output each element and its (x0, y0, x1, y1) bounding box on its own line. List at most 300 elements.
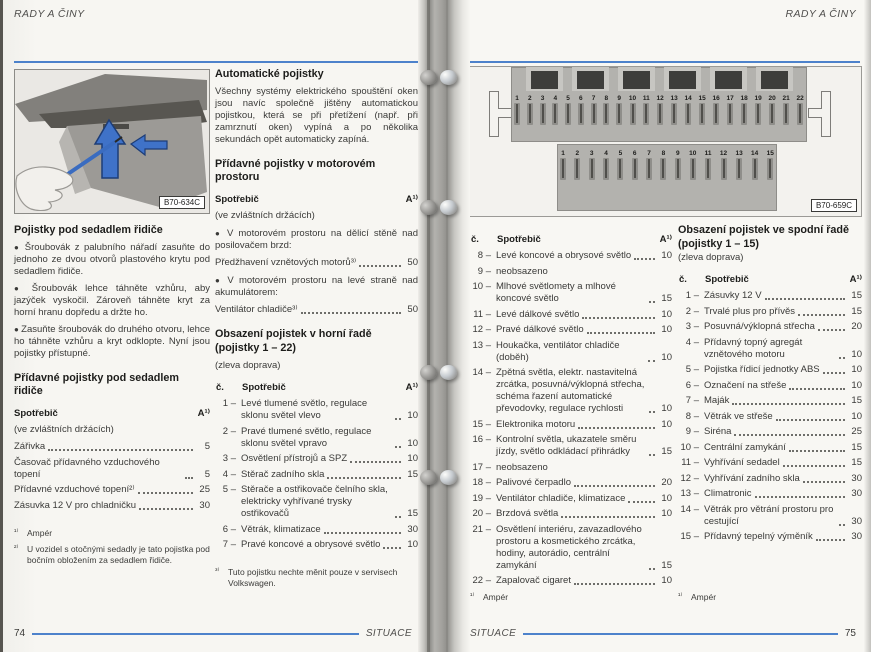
footnote-mark: ²⁾ (14, 543, 19, 552)
fuse-socket (675, 158, 681, 180)
dot-leader (823, 372, 845, 374)
dot-leader (359, 265, 401, 267)
relay-socket (710, 67, 747, 91)
fuse-list-top-row-1-7 (215, 398, 418, 551)
footnote (470, 592, 508, 603)
bullet-paragraph: ● V motorovém prostoru na levé straně nad akumulátorem: (215, 275, 418, 299)
fuse-socket (699, 103, 705, 125)
fuse-desc: Posuvná/výklopná střecha (704, 321, 815, 332)
table-row (470, 434, 672, 458)
footnotes (215, 567, 418, 588)
column-right-2 (678, 224, 862, 608)
amp-col-label: A¹⁾ (405, 194, 418, 205)
fuse-cell-number: 13 (670, 95, 678, 102)
fuse-list-bottom-row (678, 290, 862, 543)
fuse-desc: Stěrač zadního skla (241, 468, 325, 480)
fuse-socket (603, 103, 609, 125)
binding-post (440, 200, 457, 215)
column-right-1 (470, 224, 672, 608)
fuse-amp: 30 (407, 523, 418, 535)
fuse-number: 20 – (472, 508, 491, 519)
fuse-number: 4 – (685, 336, 699, 348)
fuse-amp: 15 (851, 457, 862, 468)
fuse-desc: Zářivka (14, 441, 46, 452)
fuse-icon (645, 104, 647, 123)
fuse-cell-number: 3 (589, 150, 594, 157)
table-row (470, 250, 672, 262)
fuse-amp: 10 (851, 364, 862, 375)
footnotes (14, 528, 210, 566)
fuse-cell (574, 149, 580, 180)
fuse-socket (690, 158, 696, 180)
connector-tab-left-stem (498, 108, 512, 118)
footer-right-page (470, 628, 856, 639)
figure-label: B70-634C (159, 196, 205, 209)
fuse-number: 6 – (222, 523, 236, 535)
fuse-cell-number: 12 (719, 150, 728, 157)
fuse-desc: Mlhové světlomety a mlhové koncové světlo (496, 281, 616, 304)
fuse-amp: 10 (661, 575, 672, 586)
fuse-icon (757, 104, 759, 123)
relay-socket (526, 67, 563, 91)
fuse-icon (648, 159, 650, 178)
dot-leader (839, 357, 845, 359)
fuse-icon (785, 104, 787, 123)
connector-tab-right-stem (808, 108, 822, 118)
fuse-number: 11 – (681, 457, 699, 468)
table-row (678, 531, 862, 543)
dot-leader (776, 419, 845, 421)
consumer-col-label: Spotřebič (14, 408, 58, 419)
fuse-amp: 5 (204, 468, 210, 480)
dot-leader (649, 301, 655, 303)
amp-col-label: A¹⁾ (197, 408, 210, 419)
fuse-number: 10 – (472, 281, 491, 292)
table-row (470, 340, 672, 364)
fuse-icon (554, 104, 556, 123)
relay-row (511, 67, 807, 93)
fuse-icon (707, 159, 709, 178)
table-row (215, 398, 418, 422)
table-row (678, 457, 862, 469)
fuse-amp: 15 (661, 559, 672, 571)
fuse-cell-number: 4 (553, 95, 558, 102)
fuse-number: 6 – (685, 379, 699, 391)
consumer-col-label: Spotřebič (705, 274, 749, 285)
table-row (14, 484, 210, 496)
table-row (470, 477, 672, 489)
fuse-cell-number: 21 (782, 95, 790, 102)
table-row (470, 324, 672, 336)
table-row (678, 395, 862, 407)
fuse-cell-number: 15 (766, 150, 774, 157)
fuse-number: 2 – (685, 305, 699, 317)
spine-shadow-line (446, 0, 448, 652)
fuse-icon (576, 159, 578, 178)
dot-leader (765, 298, 845, 300)
dot-leader (582, 317, 655, 319)
section-heading-line2: (pojistky 1 – 22) (215, 342, 297, 354)
fuse-icon (618, 104, 620, 123)
fuse-socket (736, 158, 742, 180)
fuse-desc: Zásuvky 12 V (704, 290, 762, 301)
fuse-desc: Větrák, klimatizace (241, 523, 321, 535)
table-row (678, 290, 862, 302)
fuse-icon (692, 159, 694, 178)
fuse-amp: 10 (661, 351, 672, 363)
dot-leader (139, 508, 193, 510)
fuse-amp: 25 (851, 426, 862, 437)
fuse-cell (675, 149, 681, 180)
binding-post (420, 200, 437, 215)
fuse-desc: Pravé tlumené světlo, regulace sklonu světel vpravo (241, 425, 372, 449)
fuse-cell-number: 20 (768, 95, 776, 102)
fuse-cell (699, 94, 706, 125)
number-col-label: č. (679, 274, 687, 285)
page-75 (466, 0, 864, 652)
fuse-desc: Větrák pro větrání prostoru pro cestující (704, 503, 834, 527)
fuse-cell (589, 149, 595, 180)
dot-leader (578, 427, 655, 429)
fuse-icon (769, 159, 771, 178)
fuse-number: 14 – (680, 503, 699, 515)
table-row (470, 281, 672, 305)
fuse-number: 11 – (473, 308, 491, 320)
fuse-amp: 50 (407, 304, 418, 315)
fuse-amp: 15 (407, 468, 418, 480)
fuse-table-header (14, 408, 210, 420)
table-row (215, 257, 418, 269)
fuse-cell-number: 7 (647, 150, 651, 157)
page-header-left: RADY A ČINY (14, 8, 85, 20)
fuse-cell-number: 14 (684, 95, 692, 102)
dot-leader (798, 314, 845, 316)
binding-post (440, 470, 457, 485)
fuse-number: 15 – (472, 418, 491, 430)
footer-section: SITUACE (365, 628, 412, 639)
fuse-cell-number: 14 (751, 150, 759, 157)
fuse-list-top-row-8-22 (470, 250, 672, 587)
footnote (14, 528, 210, 539)
fuse-amp: 10 (851, 410, 862, 422)
fuse-desc: Ventilátor chladiče³⁾ (215, 304, 298, 315)
fuse-cell-number: 11 (704, 150, 712, 157)
fuse-amp: 5 (204, 441, 210, 452)
relay-socket (572, 67, 609, 91)
footnote-text: Ampér (27, 527, 53, 538)
fuse-amp: 30 (851, 472, 862, 484)
fuse-desc: Předžhavení vznětových motorů³⁾ (215, 257, 357, 268)
figure-label: B70-659C (811, 199, 857, 212)
fuse-row-bottom (557, 144, 777, 180)
binding-post (420, 470, 437, 485)
relay-socket (664, 67, 701, 91)
engine-fuse-item (215, 228, 418, 269)
fuse-icon (662, 159, 664, 178)
footnotes (678, 586, 716, 609)
relay-socket (756, 67, 793, 91)
footer-left-page (14, 628, 412, 639)
fuse-desc: Přídavné vzduchové topení²⁾ (14, 484, 135, 495)
section-heading: Přídavné pojistky v motorovém prostoru (215, 158, 376, 183)
dot-leader (816, 539, 845, 541)
fuse-cell (671, 94, 678, 125)
column-left (14, 224, 210, 571)
fuse-number: 19 – (472, 492, 491, 504)
fuse-socket (685, 103, 691, 125)
fuse-desc: Levé koncové a obrysové světlo (496, 250, 632, 261)
amp-col-label: A¹⁾ (849, 274, 862, 285)
column-middle (215, 68, 418, 594)
table-row (14, 457, 210, 481)
fuse-desc: Palivové čerpadlo (496, 477, 571, 488)
fuse-cell (783, 94, 790, 125)
fuse-cell (646, 149, 652, 180)
table-row (14, 441, 210, 453)
fuse-desc: Zásuvka 12 V pro chladničku (14, 499, 136, 511)
fuse-socket (560, 158, 566, 180)
fuse-desc: neobsazeno (496, 461, 548, 473)
fuse-cell (565, 94, 571, 125)
fuse-socket (657, 103, 663, 125)
bullet-paragraph: ● Šroubovák z palubního nářadí zasuňte do jednoho ze dvou otvorů plastového krytu pod sedadlem řidiče. (14, 242, 210, 278)
fuse-cell (720, 149, 727, 180)
order-note: (zleva doprava) (215, 360, 281, 371)
fuse-icon (605, 104, 607, 123)
fuse-cell (657, 94, 664, 125)
scan-edge-right (864, 0, 871, 652)
fuse-socket (578, 103, 584, 125)
section-heading: Obsazení pojistek v horní řadě (215, 328, 372, 340)
fuse-amp: 10 (851, 348, 862, 360)
table-row (470, 524, 672, 572)
fuse-socket (721, 158, 727, 180)
fuse-cell-number: 8 (661, 150, 666, 157)
footer-section: SITUACE (470, 628, 517, 639)
fuse-amp: 30 (851, 515, 862, 527)
fuse-table-header (678, 274, 862, 286)
fuse-number: 9 – (685, 426, 699, 437)
fuse-cell-number: 1 (561, 150, 565, 157)
dot-leader (628, 501, 655, 503)
seat-cover-illustration (15, 70, 207, 211)
dot-leader (350, 461, 401, 463)
fuse-number: 3 – (222, 453, 236, 464)
dot-leader (734, 434, 845, 436)
dot-leader (383, 547, 401, 549)
fuse-amp: 30 (199, 499, 210, 511)
fuse-socket (741, 103, 747, 125)
table-row (470, 419, 672, 431)
fuse-desc: Climatronic (704, 488, 752, 499)
table-row (215, 469, 418, 481)
fuse-table-header (470, 234, 672, 246)
fuse-icon (659, 104, 661, 123)
bullet-paragraph: ● Zasuňte šroubovák do druhého otvoru, lehce ho táhněte vzhůru a kryt odklopte. Nyní jsou pojistky přístupné. (14, 324, 210, 360)
fuse-desc: Stěrače a ostřikovače čelního skla, elektricky vyhřívané trysky ostřikovačů (241, 484, 388, 519)
fuse-amp: 30 (851, 531, 862, 542)
table-row (678, 488, 862, 500)
fuse-cell (616, 94, 622, 125)
figure-seat-cover (14, 69, 210, 214)
holder-note: (ve zvláštních držácích) (14, 424, 114, 435)
fuse-cell-number: 15 (698, 95, 706, 102)
amp-col-label: A¹⁾ (659, 234, 672, 245)
fuse-socket (713, 103, 719, 125)
fuse-amp: 10 (407, 453, 418, 464)
fuse-icon (771, 104, 773, 123)
page-74 (3, 0, 418, 652)
fuse-cell (552, 94, 558, 125)
dot-leader (755, 496, 845, 498)
fuse-cell (560, 149, 566, 180)
instruction-list (14, 242, 210, 360)
binding-post (420, 70, 437, 85)
fuse-socket (727, 103, 733, 125)
footnote-text: Ampér (483, 591, 509, 602)
fuse-desc: Siréna (704, 426, 732, 437)
fuse-socket (591, 103, 597, 125)
fuse-icon (580, 104, 582, 123)
fuse-amp: 50 (407, 257, 418, 268)
fuse-number: 4 – (222, 468, 236, 480)
fuse-amp: 10 (661, 250, 672, 261)
fuse-table-header (215, 194, 418, 206)
fuse-cell-number: 13 (735, 150, 743, 157)
fuse-amp: 10 (661, 492, 672, 504)
page-number: 75 (844, 628, 856, 639)
fuse-desc: Vyhřívání zadního skla (704, 472, 800, 484)
fuse-amp: 10 (661, 403, 672, 414)
fuse-icon (619, 159, 621, 178)
engine-fuse-item (215, 275, 418, 316)
fuse-row-top (511, 93, 807, 125)
fuse-socket (755, 103, 761, 125)
dot-leader (649, 568, 655, 570)
footnote (678, 592, 716, 603)
fuse-amp: 15 (851, 305, 862, 317)
section-heading: Pojistky pod sedadlem řidiče (14, 224, 163, 236)
fuse-desc: neobsazeno (496, 265, 548, 277)
footnote-mark: ³⁾ (215, 566, 220, 575)
footnote-text: Tuto pojistku nechte měnit pouze v servisech Volkswagen. (228, 567, 398, 588)
fuse-panel-upper (511, 67, 807, 142)
consumer-col-label: Spotřebič (215, 194, 259, 205)
fuse-cell (705, 149, 712, 180)
fuse-list-seat (14, 441, 210, 512)
fuse-cell (603, 149, 609, 180)
fuse-cell-number: 7 (591, 95, 596, 102)
table-row (470, 493, 672, 505)
fuse-number: 13 – (472, 339, 491, 351)
footnote-text: Ampér (691, 591, 717, 602)
header-rule-left (14, 61, 418, 63)
fuse-icon (754, 159, 756, 178)
fuse-number: 12 – (472, 324, 491, 335)
fuse-socket (565, 103, 571, 125)
fuse-socket (540, 103, 546, 125)
fuse-socket (617, 158, 623, 180)
fuse-cell (632, 149, 638, 180)
fuse-cell-number: 12 (656, 95, 664, 102)
fuse-cell (514, 94, 520, 125)
fuse-amp: 15 (851, 395, 862, 406)
auto-fuse-paragraph: Všechny systémy elektrického spouštění oken jsou navíc společně jištěny automatickou pojistkou, která se při přetížení (např. při zamrznutí oken) vypíná a po několika sekundách opět automaticky zapíná. (215, 86, 418, 145)
dot-leader (789, 388, 845, 390)
fuse-cell-number: 8 (604, 95, 609, 102)
fuse-number: 21 – (472, 523, 491, 535)
footnote-mark: ¹⁾ (14, 526, 19, 536)
fuse-number: 10 – (680, 441, 699, 453)
header-rule-right (468, 61, 860, 63)
fuse-desc: Osvětlení přístrojů a SPZ (241, 453, 348, 464)
fuse-number: 5 – (685, 364, 699, 375)
footnote (215, 567, 418, 588)
footer-rule (32, 633, 359, 635)
dot-leader (48, 449, 193, 451)
fuse-desc: Brzdová světla (496, 508, 559, 519)
fuse-icon (715, 104, 717, 123)
fuse-number: 18 – (472, 477, 491, 488)
fuse-number: 16 – (472, 434, 491, 445)
fuse-socket (646, 158, 652, 180)
fuse-amp: 10 (407, 410, 418, 421)
fuse-cell-number: 19 (754, 95, 762, 102)
dot-leader (395, 418, 401, 420)
fuse-number: 1 – (685, 290, 699, 301)
fuse-number: 8 – (477, 250, 491, 261)
dot-leader (732, 403, 845, 405)
table-row (215, 524, 418, 536)
table-row (678, 321, 862, 333)
fuse-socket (767, 158, 773, 180)
table-row (678, 426, 862, 438)
fuse-cell-number: 2 (527, 95, 532, 102)
fuse-desc: Centrální zamykání (704, 441, 786, 453)
fuse-cell-number: 22 (796, 95, 804, 102)
dot-leader (789, 450, 845, 452)
fuse-desc: Větrák ve střeše (704, 410, 773, 422)
fuse-socket (552, 103, 558, 125)
dot-leader (327, 477, 401, 479)
fuse-socket (616, 103, 622, 125)
fuse-desc: Přídavný topný agregát vznětového motoru (704, 336, 803, 360)
fuse-icon (593, 104, 595, 123)
binding-post (440, 70, 457, 85)
footnote (14, 544, 210, 565)
footnote-mark: ¹⁾ (678, 590, 683, 600)
fuse-icon (529, 104, 531, 123)
fuse-socket (574, 158, 580, 180)
table-row (215, 426, 418, 450)
fuse-amp: 15 (851, 290, 862, 301)
fuse-cell (527, 94, 533, 125)
fuse-cell-number: 1 (515, 95, 519, 102)
fuse-cell-number: 11 (642, 95, 650, 102)
fuse-cell-number: 5 (618, 150, 623, 157)
fuse-cell-number: 6 (579, 95, 583, 102)
table-row (678, 504, 862, 528)
fuse-cell (643, 94, 650, 125)
fuse-icon (743, 104, 745, 123)
table-row (215, 304, 418, 316)
dot-leader (803, 481, 845, 483)
fuse-icon (673, 104, 675, 123)
dot-leader (395, 446, 401, 448)
section-heading: Obsazení pojistek ve spodní řadě (678, 224, 849, 236)
table-row (215, 453, 418, 465)
spine-shadow-line (427, 0, 430, 652)
